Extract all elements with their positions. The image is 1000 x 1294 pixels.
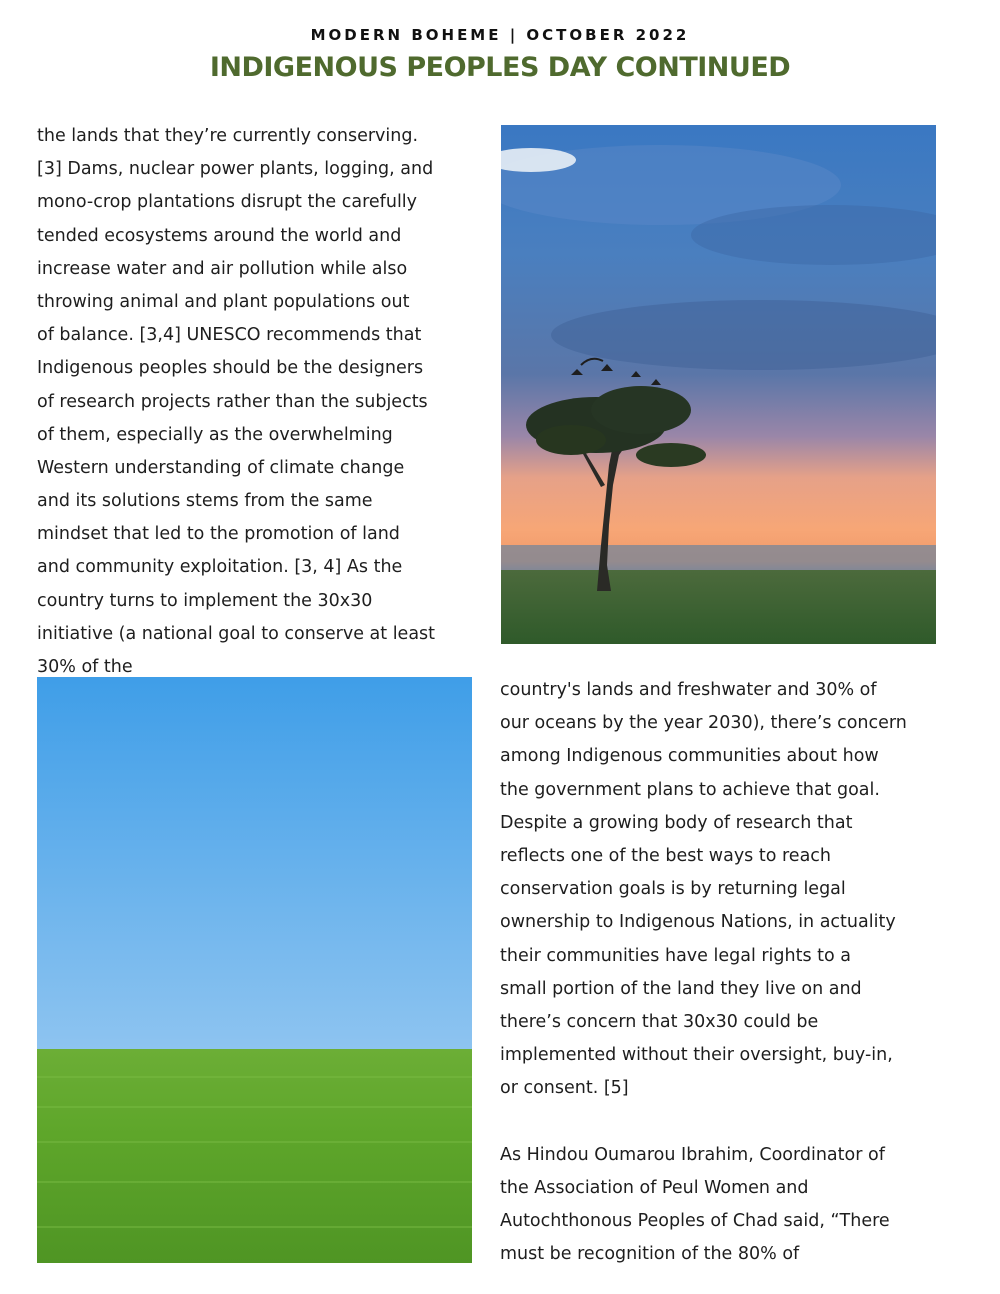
text-line: 30% of the <box>37 657 133 677</box>
green-field-blue-sky-photo <box>37 677 472 1263</box>
text-line: throwing animal and plant populations out <box>37 291 410 312</box>
text-line: [3] Dams, nuclear power plants, logging, and <box>37 159 434 180</box>
text-line: implemented without their oversight, buy-in, <box>500 1045 893 1066</box>
text-line: our oceans by the year 2030), there’s concern <box>500 713 907 734</box>
text-line: mindset that led to the promotion of land <box>37 524 400 545</box>
text-line: tended ecosystems around the world and <box>37 225 402 246</box>
text-line: small portion of the land they live on and <box>500 978 862 999</box>
text-line: Indigenous peoples should be the designers <box>37 358 424 379</box>
text-line: As Hindou Oumarou Ibrahim, Coordinator of <box>500 1144 885 1165</box>
text-line: Western understanding of climate change <box>37 457 405 478</box>
text-line: of research projects rather than the subjects <box>37 391 428 412</box>
text-line: country turns to implement the 30x30 <box>37 590 373 611</box>
text-column-left <box>37 120 477 684</box>
acacia-tree-sunset-photo <box>501 125 936 644</box>
text-line: the lands that they’re currently conserving. <box>37 126 419 146</box>
text-line: of them, especially as the overwhelming <box>37 424 393 445</box>
paragraph-gap <box>500 1105 950 1138</box>
text-line: among Indigenous communities about how <box>500 746 879 767</box>
text-line: or consent. [5] <box>500 1078 629 1099</box>
publication-kicker: MODERN BOHEME | OCTOBER 2022 <box>310 26 690 44</box>
text-line: their communities have legal rights to a <box>500 945 852 966</box>
text-line: conservation goals is by returning legal <box>500 879 846 900</box>
text-line: must be recognition of the 80% of <box>500 1244 800 1265</box>
text-line: and its solutions stems from the same <box>37 491 373 512</box>
text-line: the government plans to achieve that goal. <box>500 779 880 800</box>
text-column-right <box>500 674 950 1271</box>
text-line: the Association of Peul Women and <box>500 1177 809 1198</box>
text-line: ownership to Indigenous Nations, in actuality <box>500 912 896 933</box>
text-line: there’s concern that 30x30 could be <box>500 1011 819 1032</box>
page-title: INDIGENOUS PEOPLES DAY CONTINUED <box>209 52 791 83</box>
text-line: and community exploitation. [3, 4] As the <box>37 557 403 578</box>
text-line: Despite a growing body of research that <box>500 812 853 833</box>
text-line: initiative (a national goal to conserve at least <box>37 623 436 644</box>
text-line: of balance. [3,4] UNESCO recommends that <box>37 325 422 346</box>
text-line: country's lands and freshwater and 30% of <box>500 680 877 700</box>
text-line: mono-crop plantations disrupt the carefully <box>37 192 418 213</box>
text-line: Autochthonous Peoples of Chad said, “There <box>500 1211 890 1231</box>
text-line: reflects one of the best ways to reach <box>500 845 832 866</box>
text-line: increase water and air pollution while also <box>37 258 408 279</box>
